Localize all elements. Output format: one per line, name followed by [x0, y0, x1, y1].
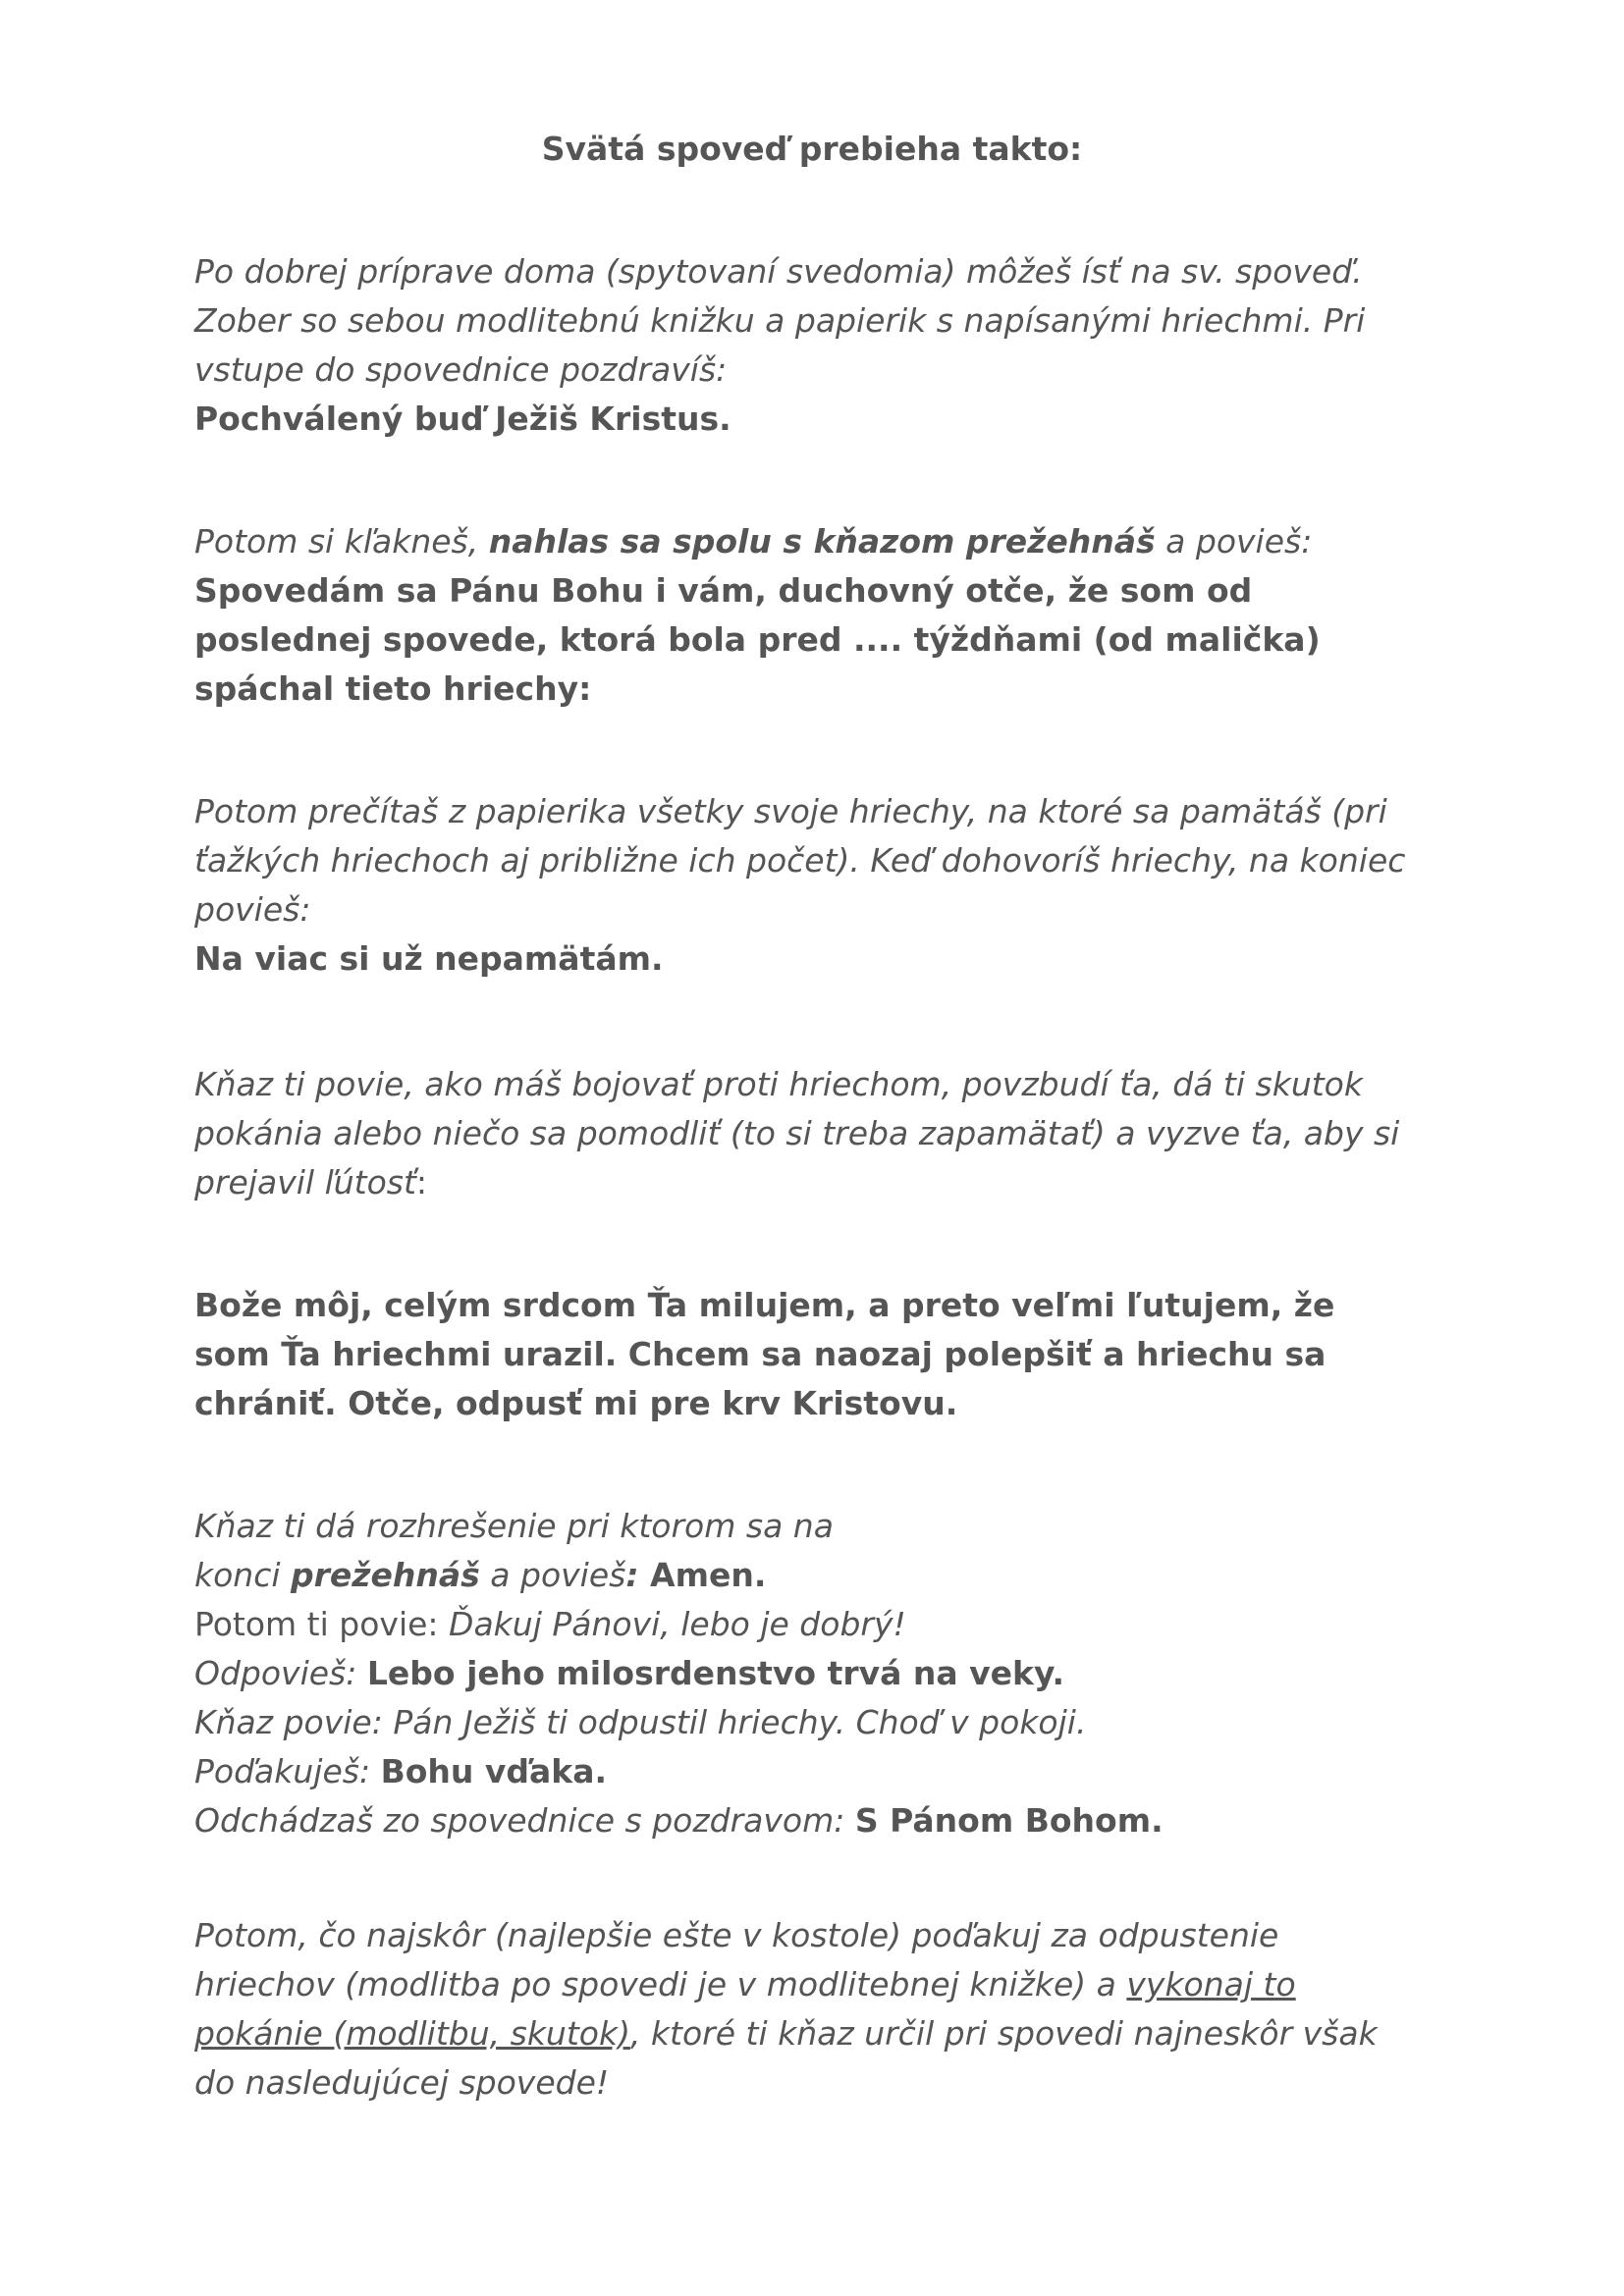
intro-line-2: Zober so sebou modlitebnú knižku a papierik s napísanými hriechmi. Pri: [194, 301, 1366, 340]
dismissal-line: Kňaz povie: Pán Ježiš ti odpustil hriechy. Choď v pokoji.: [194, 1703, 1087, 1741]
confession-formula-line-1: Spovedám sa Pánu Bohu i vám, duchovný otče, že som od: [194, 571, 1253, 610]
advice-line-2: pokánia alebo niečo sa pomodliť (to si treba zapamätať) a vyzve ťa, aby si: [194, 1114, 1400, 1152]
absolution-colon: :: [625, 1556, 639, 1594]
gratitude-text: Bohu vďaka.: [380, 1752, 608, 1790]
kneel-line: [194, 517, 1461, 566]
prayer-line-3: chrániť. Otče, odpusť mi pre krv Kristovu.: [194, 1384, 958, 1422]
sins-line-3: povieš:: [194, 890, 311, 929]
thanks-prompt-text: Ďakuj Pánovi, lebo je dobrý!: [449, 1605, 906, 1643]
response-line: [194, 1649, 1461, 1698]
confession-formula-line-3: spáchal tieto hriechy:: [194, 669, 592, 708]
absolution-paragraph: [194, 1502, 1461, 1845]
gratitude-label: Poďakuješ:: [194, 1752, 381, 1790]
sins-line-1: Potom prečítaš z papierika všetky svoje hriechy, na ktoré sa pamätáš (pri: [194, 792, 1387, 830]
response-label: Odpovieš:: [194, 1654, 367, 1692]
greeting-text: Pochválený buď Ježiš Kristus.: [194, 400, 731, 438]
contrition-prayer: [194, 1281, 1461, 1428]
penance-line-3: [194, 2009, 1461, 2058]
penance-paragraph: [194, 1911, 1461, 2108]
penance-line-4: do nasledujúcej spovede!: [194, 2063, 610, 2102]
absolution-sign-cross: prežehnáš: [291, 1556, 480, 1594]
sins-line-2: ťažkých hriechoch aj približne ich počet). Keď dohovoríš hriechy, na koniec: [194, 841, 1406, 880]
farewell-text: S Pánom Bohom.: [854, 1801, 1164, 1840]
page-title: Svätá spoveď prebieha takto:: [541, 130, 1083, 168]
penance-line-2-text: hriechov (modlitba po spovedi je v modlitebnej knižke) a: [194, 1965, 1127, 2003]
advice-line-3-text: prejavil ľútosť: [194, 1163, 416, 1201]
farewell-line: [194, 1796, 1461, 1845]
prayer-line-2: som Ťa hriechmi urazil. Chcem sa naozaj polepšiť a hriechu sa: [194, 1335, 1326, 1373]
advice-line-3: [194, 1158, 1461, 1207]
sins-closing-text: Na viac si už nepamätám.: [194, 939, 664, 978]
response-text: Lebo jeho milosrdenstvo trvá na veky.: [366, 1654, 1065, 1692]
advice-line-1: Kňaz ti povie, ako máš bojovať proti hriechom, povzbudí ťa, dá ti skutok: [194, 1065, 1363, 1103]
thanks-prompt-line: [194, 1600, 1461, 1649]
prayer-line-1: Bože môj, celým srdcom Ťa milujem, a preto veľmi ľutujem, že: [194, 1286, 1335, 1324]
intro-line-3: vstupe do spovednice pozdravíš:: [194, 350, 728, 389]
absolution-line-2: [194, 1551, 1461, 1600]
absolution-line-1: Kňaz ti dá rozhrešenie pri ktorom sa na: [194, 1507, 834, 1545]
gratitude-line: [194, 1747, 1461, 1796]
confession-start-paragraph: [194, 517, 1461, 714]
sins-paragraph: [194, 787, 1461, 984]
amen-text: Amen.: [638, 1556, 767, 1594]
say-text: a povieš:: [1155, 522, 1313, 561]
penance-line-3-text: , ktoré ti kňaz určil pri spovedi najneskôr však: [629, 2014, 1378, 2053]
sign-cross-text: nahlas sa spolu s kňazom prežehnáš: [488, 522, 1156, 561]
penance-line-1: Potom, čo najskôr (najlepšie ešte v kostole) poďakuj za odpustenie: [194, 1916, 1279, 1954]
kneel-text: Potom si kľakneš,: [194, 522, 489, 561]
intro-line-1: Po dobrej príprave doma (spytovaní svedomia) môžeš ísť na sv. spoveď.: [194, 252, 1363, 291]
confession-formula-line-2: poslednej spovede, ktorá bola pred .... týždňami (od malička): [194, 620, 1321, 659]
intro-paragraph: [194, 247, 1461, 444]
priest-advice-paragraph: [194, 1060, 1461, 1207]
thanks-prompt-label: Potom ti povie:: [194, 1605, 450, 1643]
farewell-label: Odchádzaš zo spovednice s pozdravom:: [194, 1801, 855, 1840]
penance-line-2: [194, 1960, 1461, 2009]
penance-underlined-2: pokánie (modlitbu, skutok): [194, 2014, 630, 2053]
absolution-say-text: a povieš: [479, 1556, 626, 1594]
absolution-end-text: konci: [194, 1556, 292, 1594]
penance-underlined-1: vykonaj to: [1126, 1965, 1296, 2003]
advice-colon: :: [415, 1163, 428, 1201]
